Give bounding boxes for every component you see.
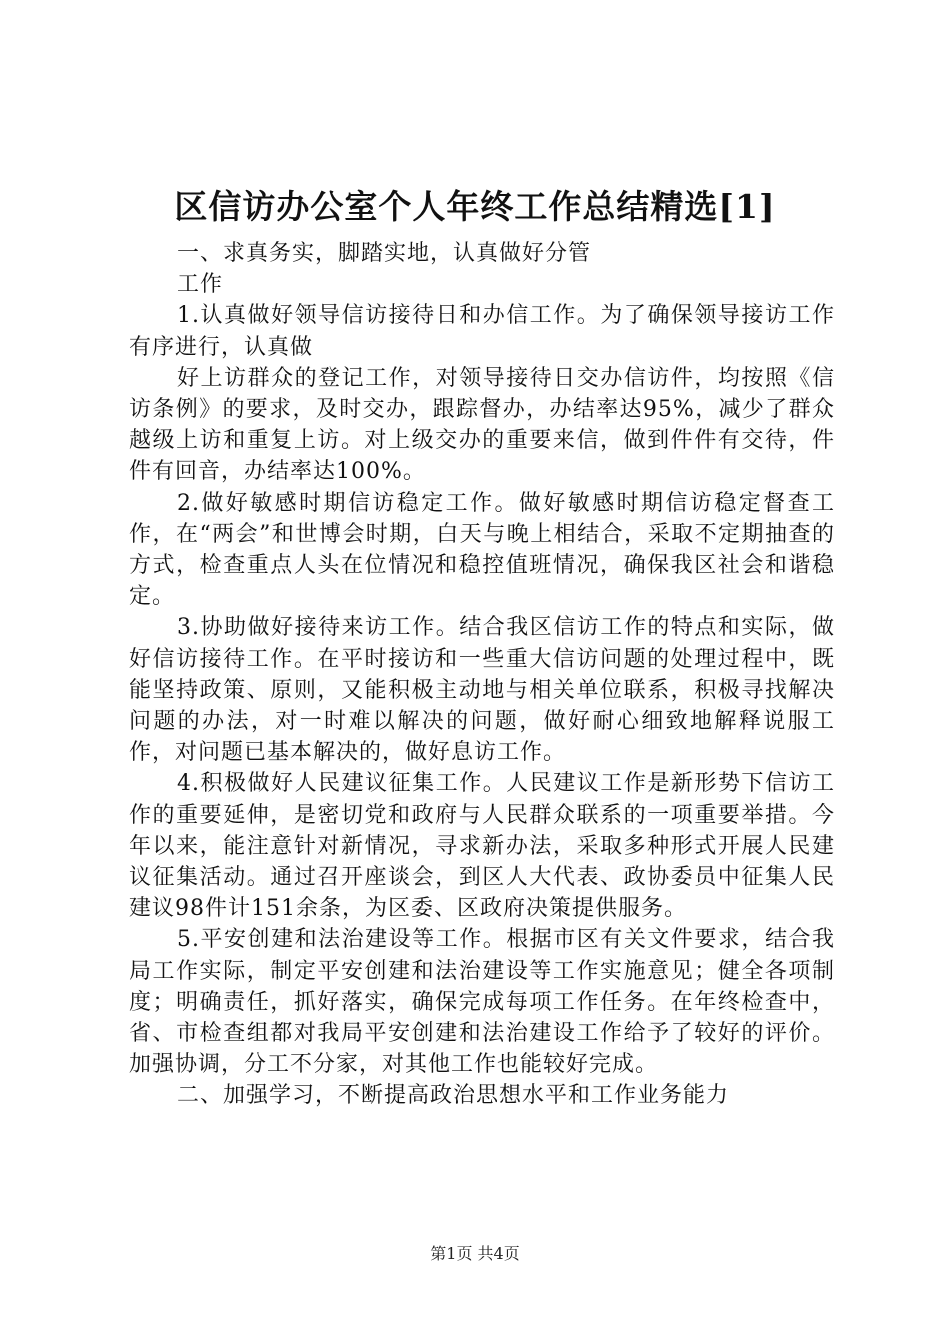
document-title: 区信访办公室个人年终工作总结精选[1]	[174, 187, 776, 226]
paragraph-item-1-part-1: 1.认真做好领导信访接待日和办信工作。为了确保领导接访工作有序进行，认真做	[129, 303, 835, 360]
page-footer	[0, 1243, 950, 1265]
paragraph-item-3: 3.协助做好接待来访工作。结合我区信访工作的特点和实际，做好信访接待工作。在平时接访和一些重大信访问题的处理过程中，既能坚持政策、原则，又能积极主动地与相关单位联系，积极寻找解决问题的办法，对一时难以解决的问题，做好耐心细致地解释说服工作，对问题已基本解决的，做好息访工作。	[129, 615, 835, 766]
page-indicator: 第1页 共4页	[430, 1244, 520, 1263]
section-heading-2: 二、加强学习，不断提高政治思想水平和工作业务能力	[177, 1083, 730, 1109]
section-heading-1-line-1: 一、求真务实，脚踏实地，认真做好分管	[177, 241, 592, 266]
document-body	[129, 238, 835, 1112]
paragraph-item-1-part-2: 好上访群众的登记工作，对领导接待日交办信访件，均按照《信访条例》的要求，及时交办，跟踪督办，办结率达95%，减少了群众越级上访和重复上访。对上级交办的重要来信，做到件件有交待，件件有回音，办结率达100%。	[129, 365, 835, 485]
section-heading-1-continued	[129, 269, 835, 300]
paragraph-item-4: 4.积极做好人民建议征集工作。人民建议工作是新形势下信访工作的重要延伸，是密切党和政府与人民群众联系的一项重要举措。今年以来，能注意针对新情况，寻求新办法，采取多种形式开展人民建议征集活动。通过召开座谈会，到区人大代表、政协委员中征集人民建议98件计151余条，为区委、区政府决策提供服务。	[129, 771, 835, 922]
section-heading-1-line-2: 工作	[177, 272, 224, 298]
paragraph-item-2: 2.做好敏感时期信访稳定工作。做好敏感时期信访稳定督查工作，在“两会”和世博会时期，白天与晚上相结合，采取不定期抽查的方式，检查重点人头在位情况和稳控值班情况，确保我区社会和谐稳定。	[129, 490, 835, 610]
section-heading-1	[129, 238, 835, 269]
paragraph-item-5: 5.平安创建和法治建设等工作。根据市区有关文件要求，结合我局工作实际，制定平安创建和法治建设等工作实施意见；健全各项制度；明确责任，抓好落实，确保完成每项工作任务。在年终检查中，省、市检查组都对我局平安创建和法治建设工作给予了较好的评价。加强协调，分工不分家，对其他工作也能较好完成。	[129, 927, 835, 1078]
